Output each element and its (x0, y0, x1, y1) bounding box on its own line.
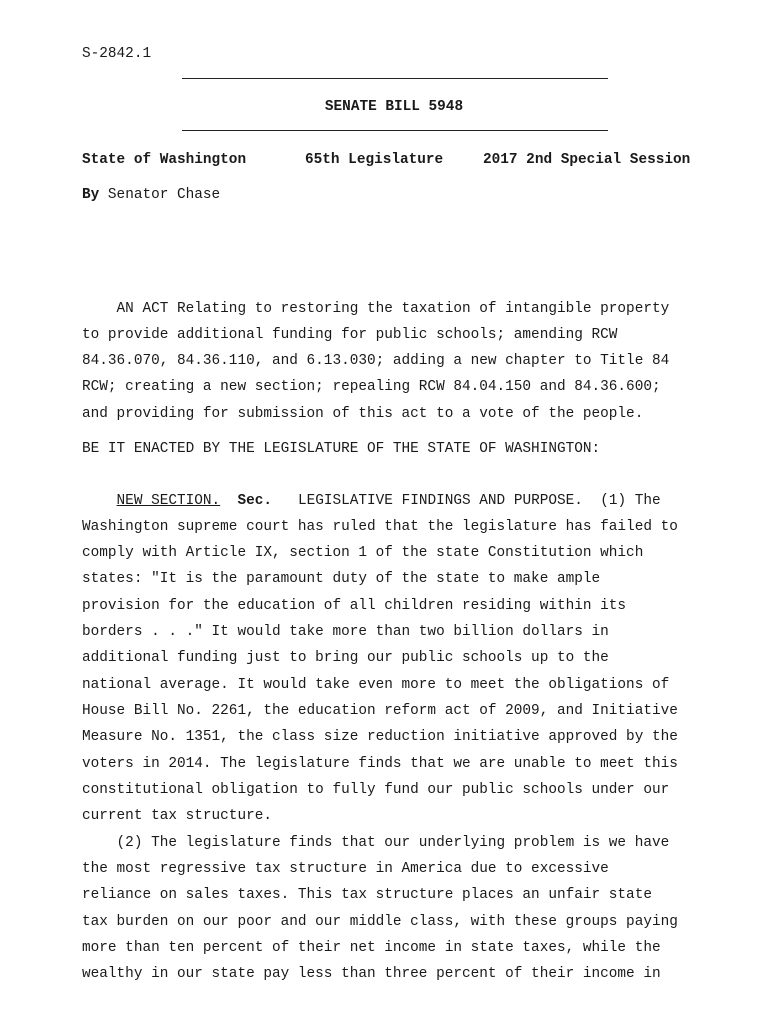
section-line: borders . . ." It would take more than two billion dollars in (82, 624, 609, 640)
sponsor-name: Senator Chase (107, 187, 221, 203)
section-line: tax burden on our poor and our middle class, with these groups paying (82, 914, 678, 930)
top-rule (182, 78, 608, 79)
section-line: House Bill No. 2261, the education reform act of 2009, and Initiative (82, 703, 678, 719)
legislature-label: 65th Legislature (305, 152, 444, 168)
section-line: provision for the education of all children residing within its (82, 598, 627, 614)
section-line: Measure No. 1351, the class size reduction initiative approved by the (82, 729, 678, 745)
section-line: constitutional obligation to fully fund our public schools under our (82, 782, 670, 798)
bottom-rule (182, 130, 608, 131)
act-line: to provide additional funding for public schools; amending RCW (82, 327, 618, 343)
sponsor-line (82, 187, 220, 203)
section-line: the most regressive tax structure in America due to excessive (82, 861, 609, 877)
section-line: reliance on sales taxes. This tax structure places an unfair state (82, 887, 652, 903)
section-line: voters in 2014. The legislature finds that we are unable to meet this (82, 756, 678, 772)
enacting-clause: BE IT ENACTED BY THE LEGISLATURE OF THE STATE OF WASHINGTON: (82, 441, 601, 457)
act-line: 84.36.070, 84.36.110, and 6.13.030; adding a new chapter to Title 84 (82, 353, 670, 369)
section-line: comply with Article IX, section 1 of the state Constitution which (82, 545, 644, 561)
sponsor-prefix: By (82, 187, 100, 203)
act-line: AN ACT Relating to restoring the taxation of intangible property (82, 301, 670, 317)
section-line: wealthy in our state pay less than three percent of their income in (82, 966, 661, 982)
section-line: national average. It would take even more to meet the obligations of (82, 677, 670, 693)
act-line: RCW; creating a new section; repealing RCW 84.04.150 and 84.36.600; (82, 379, 661, 395)
session-label: 2017 2nd Special Session (483, 152, 691, 168)
bill-title: SENATE BILL 5948 (324, 99, 464, 115)
section-heading (82, 493, 661, 509)
state-label: State of Washington (82, 152, 247, 168)
section-line: Washington supreme court has ruled that the legislature has failed to (82, 519, 678, 535)
section-line: (2) The legislature finds that our underlying problem is we have (82, 835, 670, 851)
section-line: current tax structure. (82, 808, 272, 824)
section-line: more than ten percent of their net income in state taxes, while the (82, 940, 661, 956)
sec-label: Sec. (237, 493, 273, 509)
document-id: S-2842.1 (82, 46, 152, 62)
section-line: states: "It is the paramount duty of the state to make ample (82, 571, 601, 587)
section-heading-text: LEGISLATIVE FINDINGS AND PURPOSE. (1) The (297, 493, 661, 509)
new-section-label: NEW SECTION. (116, 493, 221, 509)
section-line: additional funding just to bring our public schools up to the (82, 650, 609, 666)
act-line: and providing for submission of this act to a vote of the people. (82, 406, 644, 422)
